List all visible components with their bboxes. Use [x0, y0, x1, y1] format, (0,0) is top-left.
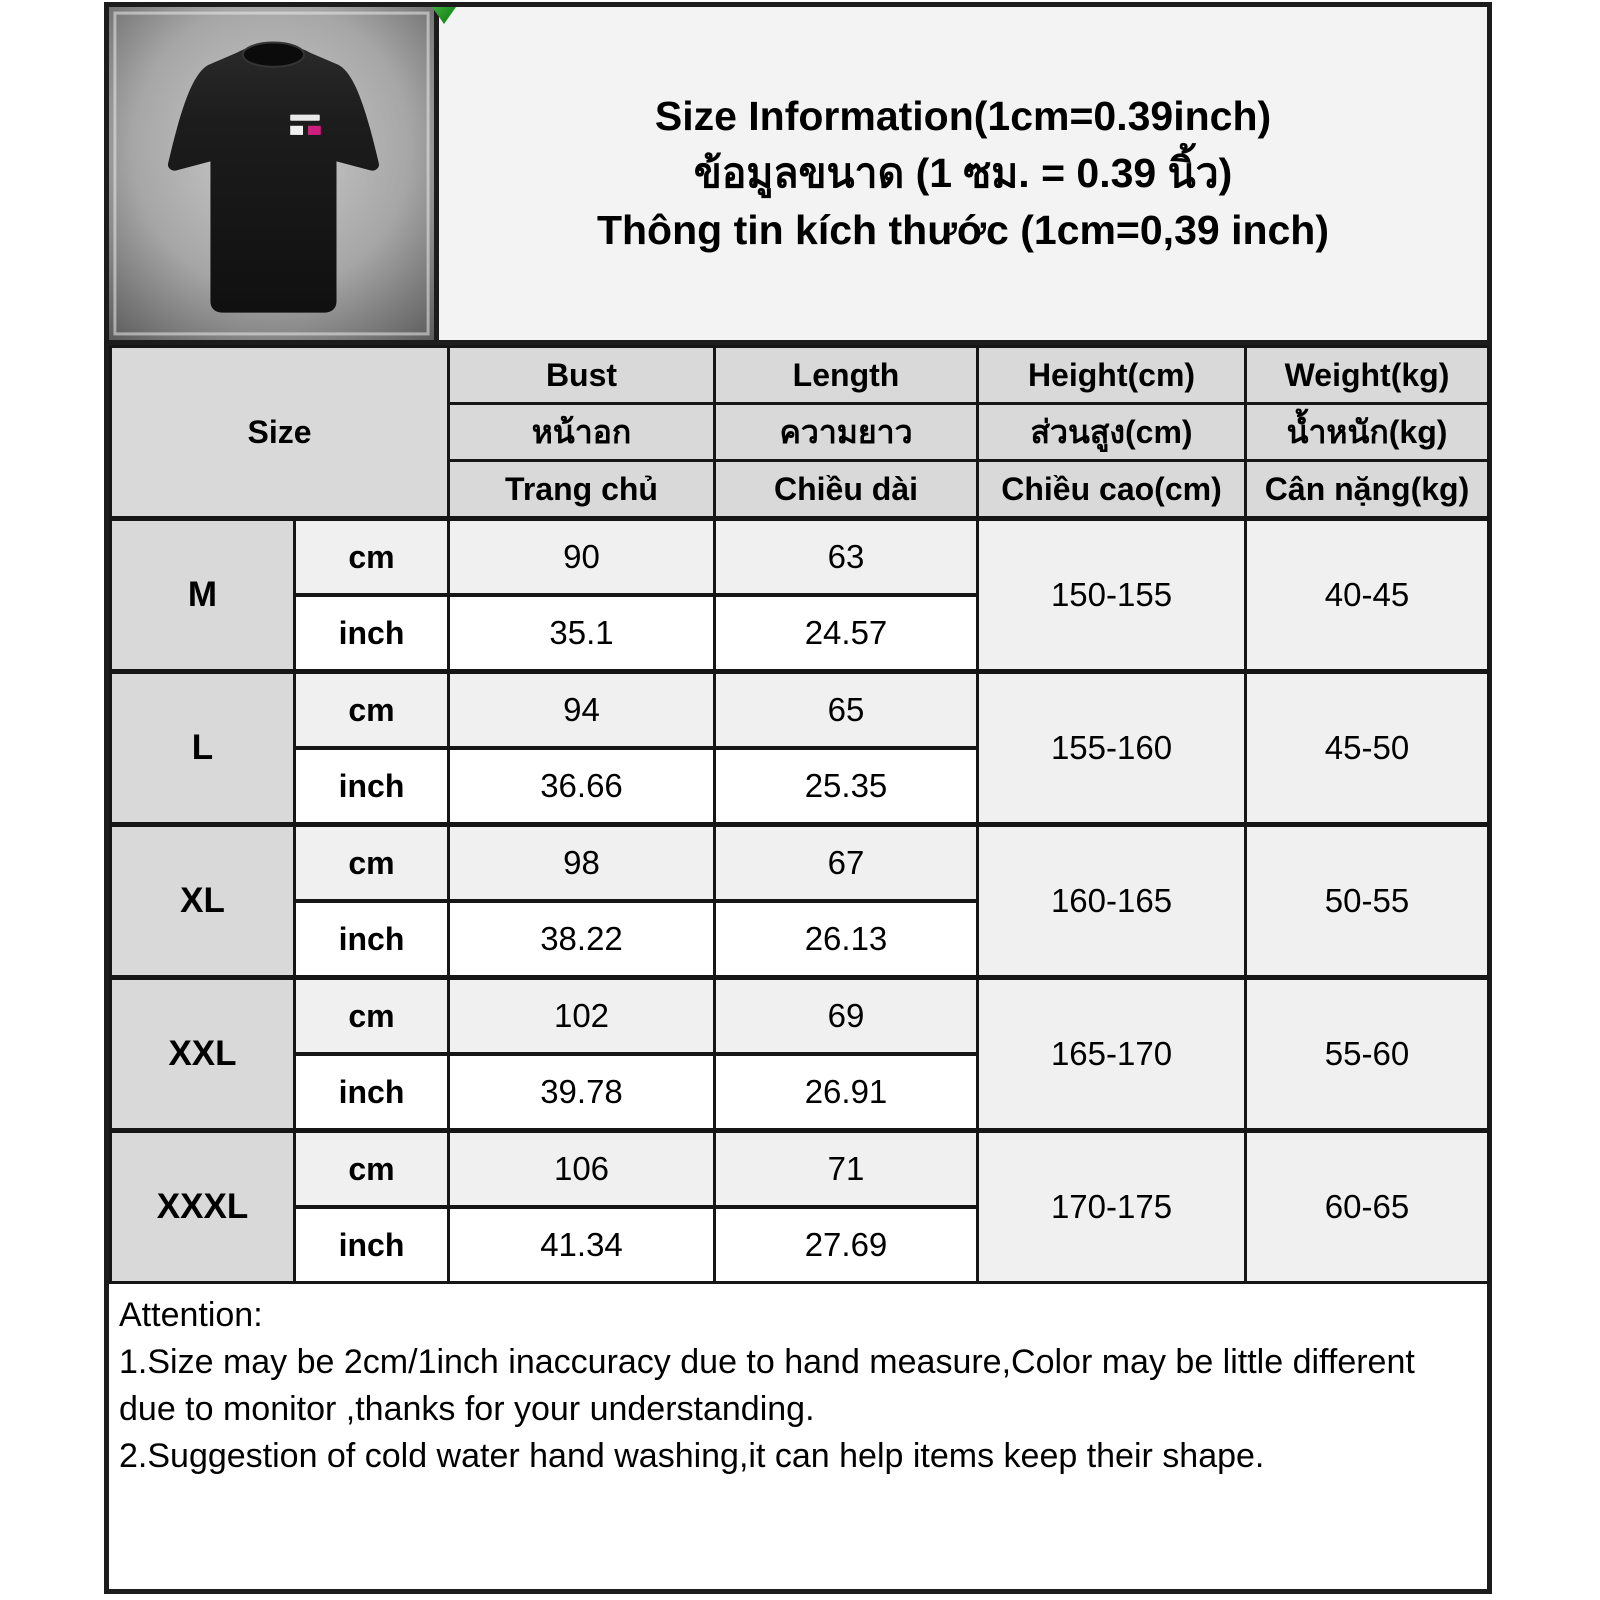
- height-range-value: 165-170: [978, 978, 1246, 1131]
- size-row-XXXL-cm: [111, 1131, 1489, 1208]
- size-row-XL-cm: [111, 825, 1489, 902]
- tshirt-logo-pink: [308, 126, 321, 135]
- length-inch-value: 24.57: [715, 595, 978, 672]
- unit-cm-label: cm: [295, 672, 449, 749]
- size-table-header: [111, 347, 1489, 519]
- attention-section: [109, 1284, 1487, 1589]
- weight-range-value: 50-55: [1246, 825, 1489, 978]
- col-header-bust-vi: Trang chủ: [449, 461, 715, 519]
- tshirt-logo-text: [290, 115, 320, 121]
- bust-inch-value: 38.22: [449, 901, 715, 978]
- bust-cm-value: 102: [449, 978, 715, 1055]
- attention-heading: Attention:: [119, 1296, 263, 1334]
- attention-note-2: 2.Suggestion of cold water hand washing,it can help items keep their shape.: [119, 1437, 1265, 1475]
- length-inch-value: 27.69: [715, 1207, 978, 1283]
- length-inch-value: 26.13: [715, 901, 978, 978]
- unit-inch-label: inch: [295, 1207, 449, 1283]
- unit-inch-label: inch: [295, 1054, 449, 1131]
- weight-range-value: 45-50: [1246, 672, 1489, 825]
- title-block: [439, 7, 1487, 340]
- length-cm-value: 63: [715, 519, 978, 596]
- size-label-L: L: [111, 672, 295, 825]
- bust-inch-value: 36.66: [449, 748, 715, 825]
- col-header-height-en: Height(cm): [978, 347, 1246, 404]
- height-range-value: 155-160: [978, 672, 1246, 825]
- weight-range-value: 60-65: [1246, 1131, 1489, 1283]
- product-photo: [109, 7, 439, 340]
- length-cm-value: 69: [715, 978, 978, 1055]
- length-cm-value: 65: [715, 672, 978, 749]
- unit-inch-label: inch: [295, 748, 449, 825]
- title-thai: ข้อมูลขนาด (1 ซม. = 0.39 นิ้ว): [693, 150, 1233, 196]
- col-header-length-en: Length: [715, 347, 978, 404]
- unit-cm-label: cm: [295, 978, 449, 1055]
- title-vietnamese: Thông tin kích thước (1cm=0,39 inch): [596, 207, 1330, 253]
- col-header-length-th: ความยาว: [715, 404, 978, 461]
- bust-cm-value: 90: [449, 519, 715, 596]
- length-cm-value: 71: [715, 1131, 978, 1208]
- title-english: Size Information(1cm=0.39inch): [654, 93, 1272, 139]
- size-label-XL: XL: [111, 825, 295, 978]
- tshirt-collar: [243, 43, 304, 67]
- tshirt-logo-white: [290, 126, 303, 135]
- size-table-body: [111, 519, 1489, 1283]
- weight-range-value: 55-60: [1246, 978, 1489, 1131]
- unit-cm-label: cm: [295, 825, 449, 902]
- unit-cm-label: cm: [295, 1131, 449, 1208]
- unit-cm-label: cm: [295, 519, 449, 596]
- col-header-height-vi: Chiều cao(cm): [978, 461, 1246, 519]
- length-cm-value: 67: [715, 825, 978, 902]
- unit-inch-label: inch: [295, 595, 449, 672]
- size-row-L-cm: [111, 672, 1489, 749]
- bust-inch-value: 35.1: [449, 595, 715, 672]
- col-header-weight-vi: Cân nặng(kg): [1246, 461, 1489, 519]
- col-header-bust-th: หน้าอก: [449, 404, 715, 461]
- header-band: [109, 7, 1487, 345]
- bust-inch-value: 39.78: [449, 1054, 715, 1131]
- height-range-value: 150-155: [978, 519, 1246, 672]
- col-header-height-th: ส่วนสูง(cm): [978, 404, 1246, 461]
- height-range-value: 160-165: [978, 825, 1246, 978]
- unit-inch-label: inch: [295, 901, 449, 978]
- length-inch-value: 25.35: [715, 748, 978, 825]
- bust-cm-value: 106: [449, 1131, 715, 1208]
- weight-range-value: 40-45: [1246, 519, 1489, 672]
- attention-note-1: 1.Size may be 2cm/1inch inaccuracy due to hand measure,Color may be little different due to monitor ,thanks for your understanding.: [119, 1343, 1415, 1428]
- size-label-XXL: XXL: [111, 978, 295, 1131]
- length-inch-value: 26.91: [715, 1054, 978, 1131]
- size-table: [109, 345, 1490, 1284]
- height-range-value: 170-175: [978, 1131, 1246, 1283]
- size-row-XXL-cm: [111, 978, 1489, 1055]
- size-label-M: M: [111, 519, 295, 672]
- col-header-weight-th: น้ำหนัก(kg): [1246, 404, 1489, 461]
- tshirt-image: [109, 7, 434, 340]
- size-row-M-cm: [111, 519, 1489, 596]
- size-header-cell: Size: [111, 347, 449, 519]
- col-header-weight-en: Weight(kg): [1246, 347, 1489, 404]
- bust-inch-value: 41.34: [449, 1207, 715, 1283]
- col-header-bust-en: Bust: [449, 347, 715, 404]
- bust-cm-value: 94: [449, 672, 715, 749]
- bust-cm-value: 98: [449, 825, 715, 902]
- col-header-length-vi: Chiều dài: [715, 461, 978, 519]
- size-chart-sheet: [104, 2, 1492, 1594]
- size-label-XXXL: XXXL: [111, 1131, 295, 1283]
